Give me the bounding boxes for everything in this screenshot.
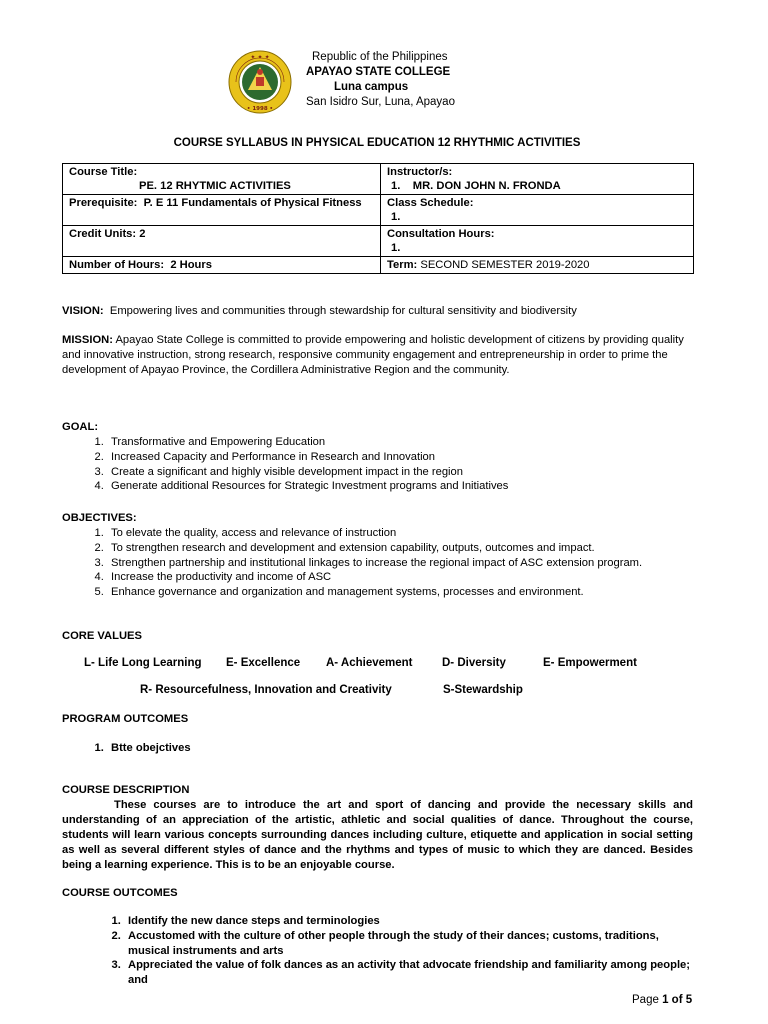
list-item: 1. Btte obejctives — [107, 741, 702, 756]
prerequisite-label: Prerequisite: — [69, 197, 138, 209]
instructors-label: Instructor/s: — [387, 166, 453, 178]
college-seal-logo — [228, 50, 292, 114]
goal-label: GOAL: — [62, 421, 99, 433]
list-item: 1. Identify the new dance steps and terminologies — [124, 914, 702, 929]
prerequisite-value: P. E 11 Fundamentals of Physical Fitness — [143, 197, 362, 209]
document-title: COURSE SYLLABUS IN PHYSICAL EDUCATION 12 RHYTHMIC ACTIVITIES — [173, 137, 581, 149]
core-value: A- Achievement — [326, 657, 413, 669]
page-word: Page — [632, 994, 659, 1006]
list-item: 2. Accustomed with the culture of other people through the study of their dances; customs, traditions, musical instruments and arts — [124, 929, 702, 959]
core-values-row-2 — [0, 684, 768, 700]
objectives-section — [62, 511, 702, 600]
letterhead — [228, 48, 548, 112]
course-title-value: PE. 12 RHYTMIC ACTIVITIES — [139, 180, 291, 192]
consultation-label: Consultation Hours: — [387, 228, 495, 240]
term-cell — [381, 257, 694, 274]
campus-name: Luna campus — [334, 81, 409, 93]
vision-label: VISION: — [62, 305, 104, 317]
of-word: of — [671, 994, 683, 1006]
list-item: 2. To strengthen research and development and extension capability, outputs, outcomes and impact. — [107, 541, 662, 556]
list-item: 5. Enhance governance and organization and management systems, processes and environment. — [107, 585, 662, 600]
table-row — [63, 226, 694, 257]
instructor-number: 1. — [391, 180, 401, 192]
instructor-name: MR. DON JOHN N. FRONDA — [412, 180, 561, 192]
list-item: 3. Create a significant and highly visible development impact in the region — [107, 465, 702, 480]
core-value: R- Resourcefulness, Innovation and Creativity — [140, 684, 392, 696]
svg-text:✦ ✦ ✦: ✦ ✦ ✦ — [250, 54, 270, 61]
course-outcomes-list — [62, 914, 702, 988]
total-pages: 5 — [685, 994, 693, 1006]
class-schedule-label: Class Schedule: — [387, 197, 474, 209]
goal-list — [62, 435, 702, 494]
objectives-label: OBJECTIVES: — [62, 512, 137, 524]
hours-cell — [63, 257, 381, 274]
course-info-table — [62, 163, 694, 274]
list-item: 2. Increased Capacity and Performance in Research and Innovation — [107, 450, 702, 465]
hours-value: 2 Hours — [170, 259, 212, 271]
class-schedule-number: 1. — [391, 211, 401, 223]
course-title-cell — [63, 164, 381, 195]
course-outcomes-section — [62, 914, 702, 988]
list-item: 3. Strengthen partnership and institutional linkages to increase the regional impact of ASC extension program. — [107, 556, 662, 571]
svg-text:• 1998 •: • 1998 • — [246, 106, 274, 112]
list-item: 1. Transformative and Empowering Education — [107, 435, 702, 450]
prerequisite-cell — [63, 195, 381, 226]
college-name: APAYAO STATE COLLEGE — [306, 66, 451, 78]
vision-text: Empowering lives and communities through stewardship for cultural sensitivity and biodiversity — [109, 305, 577, 317]
table-row — [63, 195, 694, 226]
course-description-text: These courses are to introduce the art and sport of dancing and provide the necessary skills and understanding of an appreciation of the artistic, athletic and social qualities of dance. Throughout the course, students will learn various concepts surrounding dances including culture, etiquette and application in social setting as well as several different styles of dance and the rhythms and types of music to which they are danced. Besides being a learning experience. This is to be an enjoyable course. — [62, 799, 693, 871]
republic-line: Republic of the Philippines — [312, 51, 448, 63]
course-outcomes-label: COURSE OUTCOMES — [62, 887, 178, 899]
hours-label: Number of Hours: — [69, 259, 165, 271]
term-value: SECOND SEMESTER 2019-2020 — [420, 259, 590, 271]
mission-text: Apayao State College is committed to provide empowering and holistic development of citizens by providing quality and innovative instruction, strong research, responsive community engagement and entrepreneurship in order to prime the development of Apayao Province, the Cordillera Administrative Region and the community. — [62, 334, 684, 376]
core-value: D- Diversity — [442, 657, 506, 669]
class-schedule-cell — [381, 195, 694, 226]
mission-section — [62, 333, 692, 378]
list-item: 4. Generate additional Resources for Strategic Investment programs and Initiatives — [107, 479, 702, 494]
core-value: S-Stewardship — [443, 684, 523, 696]
core-value: E- Empowerment — [543, 657, 637, 669]
course-description-label: COURSE DESCRIPTION — [62, 784, 190, 796]
goal-section — [62, 420, 702, 494]
core-values-label: CORE VALUES — [62, 630, 142, 642]
list-item: 4. Increase the productivity and income of ASC — [107, 570, 662, 585]
mission-label: MISSION: — [62, 334, 113, 346]
term-label: Term: — [387, 259, 418, 271]
table-row — [63, 164, 694, 195]
table-row — [63, 257, 694, 274]
consultation-number: 1. — [391, 242, 401, 254]
page-number — [632, 994, 692, 1006]
core-value: L- Life Long Learning — [84, 657, 202, 669]
core-value: E- Excellence — [226, 657, 301, 669]
program-outcomes-section — [62, 741, 702, 756]
current-page: 1 — [662, 994, 669, 1006]
objectives-list — [62, 526, 702, 600]
consultation-cell — [381, 226, 694, 257]
list-item: 3. Appreciated the value of folk dances as an activity that advocate friendship and familiarity among people; and — [124, 958, 702, 988]
program-outcomes-label: PROGRAM OUTCOMES — [62, 713, 189, 725]
list-item: 1. To elevate the quality, access and relevance of instruction — [107, 526, 662, 541]
credit-units-cell: Credit Units: 2 — [63, 226, 381, 257]
program-outcomes-list — [62, 741, 702, 756]
vision-section — [62, 304, 702, 319]
core-values-row-1 — [0, 657, 768, 673]
college-address: San Isidro Sur, Luna, Apayao — [306, 96, 455, 108]
instructors-cell — [381, 164, 694, 195]
course-title-label: Course Title: — [69, 166, 138, 178]
